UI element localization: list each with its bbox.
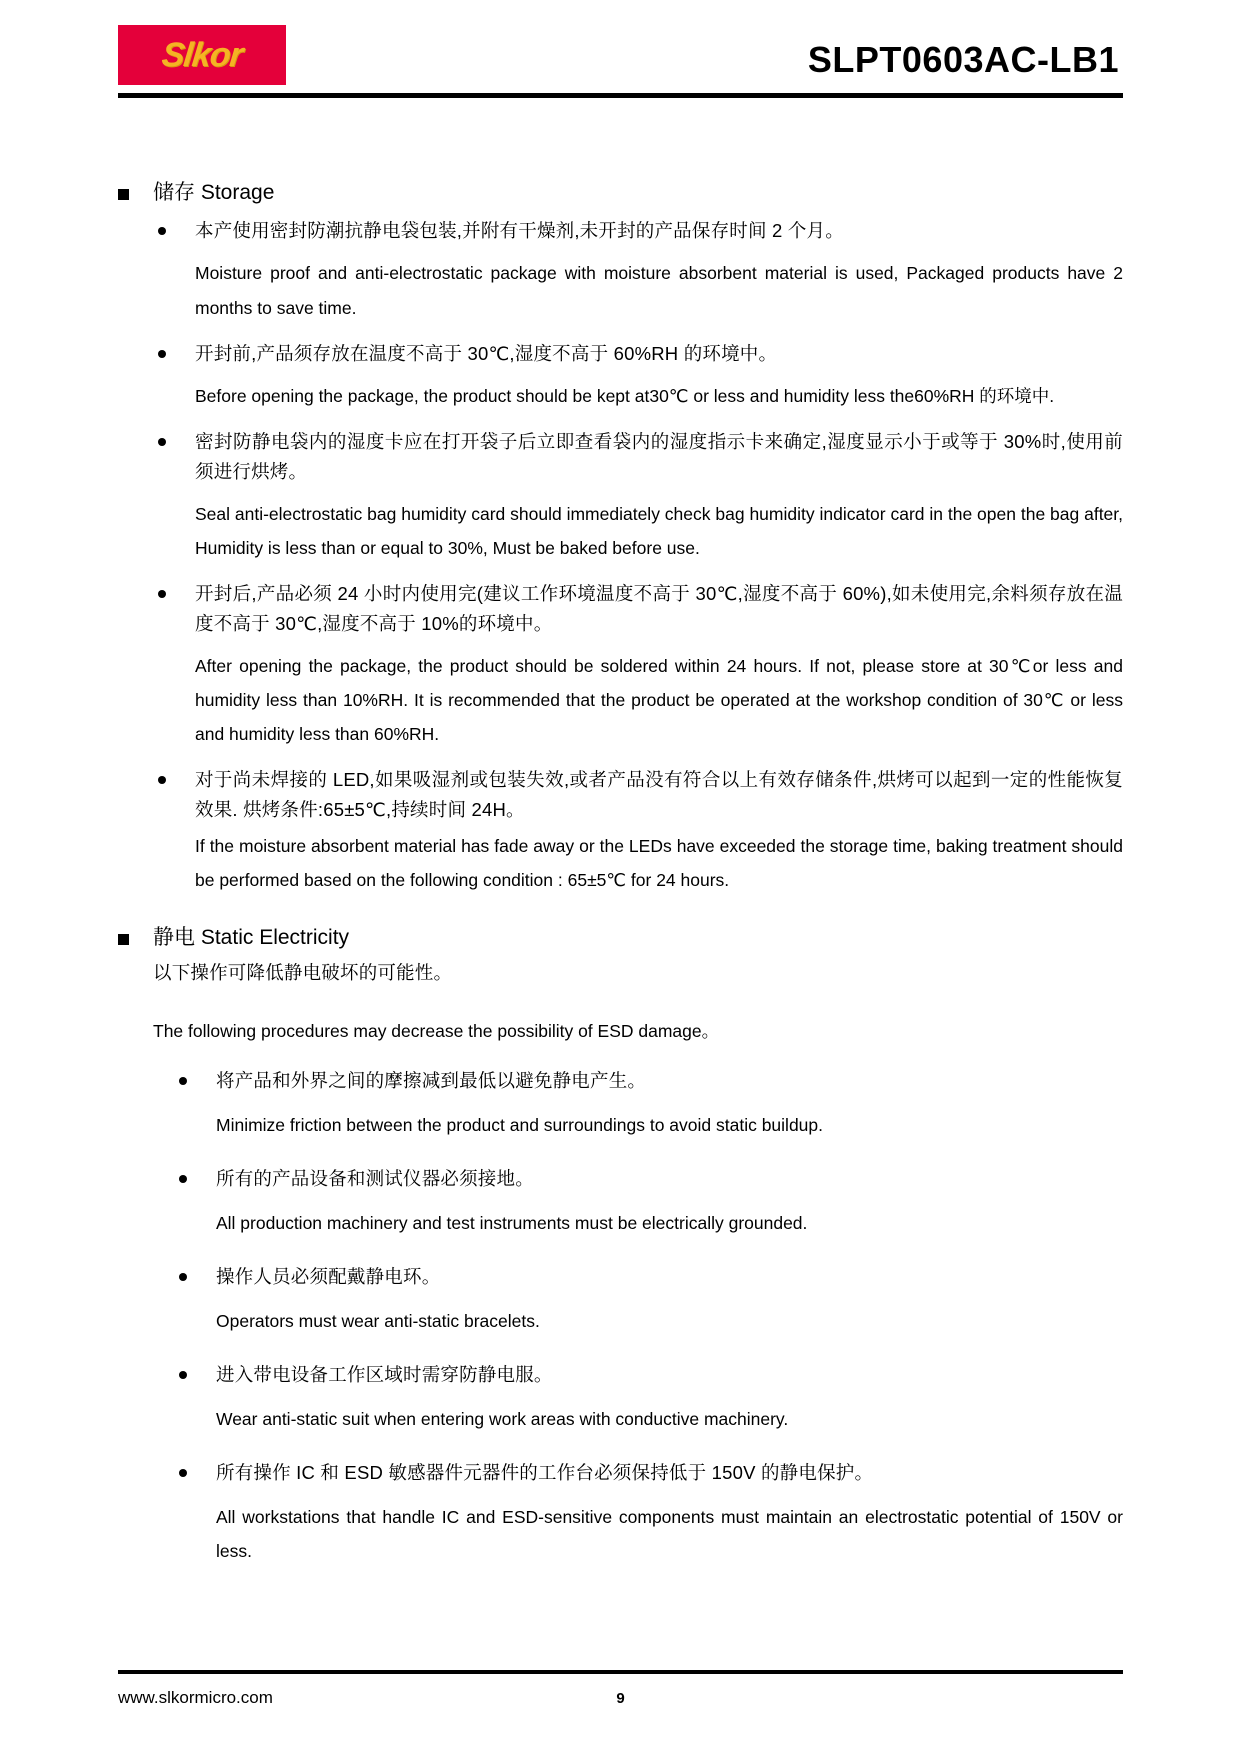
list-item xyxy=(158,765,1123,897)
list-item-text-cn: 操作人员必须配戴静电环。 xyxy=(216,1266,441,1288)
list-item-text-cn: 将产品和外界之间的摩擦减到最低以避免静电产生。 xyxy=(216,1069,647,1091)
static-intro xyxy=(153,958,1123,1048)
dot-bullet-icon xyxy=(158,438,166,446)
list-item xyxy=(158,579,1123,751)
footer-website-url[interactable]: www.slkormicro.com xyxy=(118,1688,273,1707)
list-item-text-cn: 开封前,产品须存放在温度不高于 30℃,湿度不高于 60%RH 的环境中。 xyxy=(195,342,778,364)
square-bullet-icon xyxy=(118,934,129,945)
list-item-text-en: Minimize friction between the product and surroundings to avoid static buildup. xyxy=(216,1114,824,1135)
list-item-text-cn: 对于尚未焊接的 LED,如果吸湿剂或包装失效,或者产品没有符合以上有效存储条件,烘烤可以起到一定的性能恢复效果. 烘烤条件:65±5℃,持续时间 24H。 xyxy=(195,769,1123,821)
list-item-text-cn: 密封防静电袋内的湿度卡应在打开袋子后立即查看袋内的湿度指示卡来确定,湿度显示小于或等于 30%时,使用前须进行烘烤。 xyxy=(195,430,1123,482)
page-footer xyxy=(118,1670,1123,1710)
page-content xyxy=(0,104,1241,1569)
list-item-body xyxy=(195,339,1123,413)
list-item xyxy=(158,427,1123,565)
list-item-text-cn: 所有的产品设备和测试仪器必须接地。 xyxy=(216,1168,534,1190)
list-item-text-en: Before opening the package, the product should be kept at30℃ or less and humidity less the60%RH 的环境中. xyxy=(195,385,1055,406)
section-storage xyxy=(118,178,1123,897)
list-item-text-en: All workstations that handle IC and ESD-sensitive components must maintain an electrostatic potential of 150V or less. xyxy=(216,1507,1123,1562)
dot-bullet-icon xyxy=(179,1273,187,1281)
list-item-text-cn: 开封后,产品必须 24 小时内使用完(建议工作环境温度不高于 30℃,湿度不高于 60%),如未使用完,余料须存放在温度不高于 30℃,湿度不高于 10%的环境中。 xyxy=(195,582,1123,634)
list-item-body xyxy=(195,216,1123,324)
storage-heading xyxy=(118,178,1123,208)
list-item-body xyxy=(216,1458,1123,1568)
static-heading-label: 静电 Static Electricity xyxy=(153,926,350,950)
list-item-text-en: If the moisture absorbent material has fade away or the LEDs have exceeded the storage time, baking treatment should be performed based on the following condition : 65±5℃ for 24 hours. xyxy=(195,836,1123,891)
list-item xyxy=(179,1262,1123,1338)
list-item-body xyxy=(216,1066,1123,1142)
list-item-body xyxy=(216,1262,1123,1338)
static-intro-cn: 以下操作可降低静电破坏的可能性。 xyxy=(153,961,453,983)
list-item-body xyxy=(216,1164,1123,1240)
footer-row xyxy=(118,1686,1123,1710)
list-item xyxy=(179,1360,1123,1436)
footer-page-number: 9 xyxy=(616,1689,625,1707)
storage-bullet-list xyxy=(158,216,1123,897)
dot-bullet-icon xyxy=(158,227,166,235)
list-item-text-en: Operators must wear anti-static bracelets. xyxy=(216,1311,540,1332)
list-item-text-cn: 进入带电设备工作区域时需穿防静电服。 xyxy=(216,1364,553,1386)
list-item-body xyxy=(195,579,1123,751)
static-intro-en: The following procedures may decrease the possibility of ESD damage。 xyxy=(153,1020,720,1041)
list-item xyxy=(158,216,1123,324)
static-heading xyxy=(118,923,1123,953)
header-divider xyxy=(118,93,1123,98)
list-item-text-en: Seal anti-electrostatic bag humidity card should immediately check bag humidity indicator card in the open the bag after, Humidity is less than or equal to 30%, Must be baked before use. xyxy=(195,503,1124,558)
footer-divider xyxy=(118,1670,1123,1674)
slkor-logo-text: Slkor xyxy=(159,36,245,74)
list-item-text-cn: 本产使用密封防潮抗静电袋包装,并附有干燥剂,未开封的产品保存时间 2 个月。 xyxy=(195,220,844,242)
list-item-text-en: After opening the package, the product should be soldered within 24 hours. If not, please store at 30℃or less and humidity less than 10%RH. It is recommended that the product be operated at the workshop condition of 30℃ or less and humidity less than 60%RH. xyxy=(195,655,1123,745)
dot-bullet-icon xyxy=(179,1469,187,1477)
list-item-body xyxy=(216,1360,1123,1436)
list-item-body xyxy=(195,765,1123,897)
list-item-text-en: Moisture proof and anti-electrostatic package with moisture absorbent material is used, Packaged products have 2 months to save time. xyxy=(195,263,1123,318)
storage-heading-label: 储存 Storage xyxy=(153,181,275,204)
list-item-body xyxy=(195,427,1123,565)
list-item xyxy=(179,1164,1123,1240)
esd-bullet-list xyxy=(179,1066,1123,1569)
square-bullet-icon xyxy=(118,189,129,200)
list-item-text-en: Wear anti-static suit when entering work areas with conductive machinery. xyxy=(216,1409,789,1430)
list-item xyxy=(158,339,1123,413)
dot-bullet-icon xyxy=(179,1077,187,1085)
list-item-text-en: All production machinery and test instruments must be electrically grounded. xyxy=(216,1213,808,1234)
section-static-electricity xyxy=(118,923,1123,1568)
slkor-logo xyxy=(118,25,286,85)
dot-bullet-icon xyxy=(179,1371,187,1379)
dot-bullet-icon xyxy=(158,350,166,358)
dot-bullet-icon xyxy=(158,590,166,598)
page-header xyxy=(0,0,1241,104)
dot-bullet-icon xyxy=(158,776,166,784)
list-item xyxy=(179,1458,1123,1568)
list-item-text-cn: 所有操作 IC 和 ESD 敏感器件元器件的工作台必须保持低于 150V 的静电保护。 xyxy=(216,1462,874,1484)
dot-bullet-icon xyxy=(179,1175,187,1183)
page-title: SLPT0603AC-LB1 xyxy=(807,39,1119,80)
list-item xyxy=(179,1066,1123,1142)
